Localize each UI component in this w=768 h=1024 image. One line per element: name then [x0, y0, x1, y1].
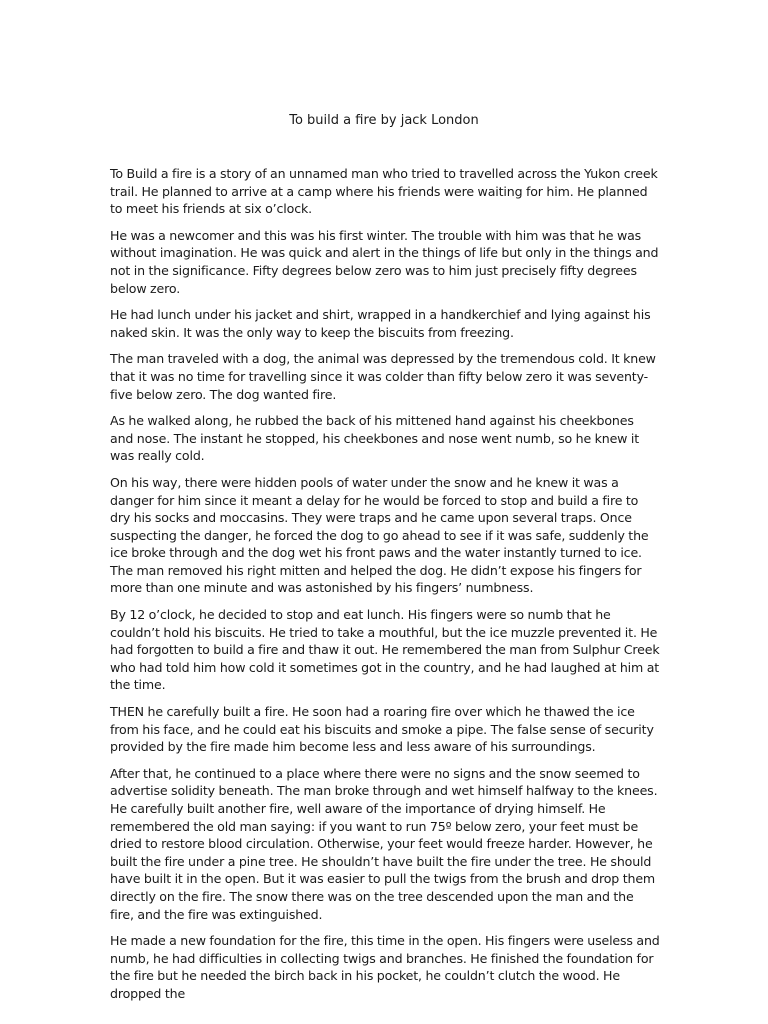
paragraph-7: By 12 o’clock, he decided to stop and eat lunch. His fingers were so numb that he couldn’t hold his biscuits. He tried to take a mouthful, but the ice muzzle prevented it. He had forgotten to build a fire and thaw it out. He remembered the man from Sulphur Creek who had told him how cold it sometimes got in the country, and he had laughed at him at the time.: [110, 607, 660, 693]
paragraph-6: On his way, there were hidden pools of water under the snow and he knew it was a danger for him since it meant a delay for he would be forced to stop and build a fire to dry his socks and moccasins. They were traps and he came upon several traps. Once suspecting the danger, he forced the dog to go ahead to see if it was safe, suddenly the ice broke through and the dog wet his front paws and the water instantly turned to ice. The man removed his right mitten and helped the dog. He didn’t expose his fingers for more than one minute and was astonished by his fingers’ numbness.: [110, 474, 649, 596]
paragraph-9: After that, he continued to a place where there were no signs and the snow seemed to advertise solidity beneath. The man broke through and wet himself halfway to the knees. He carefully built another fire, well aware of the importance of drying himself. He remembered the old man saying: if you want to run 75º below zero, your feet must be dried to restore blood circulation. Otherwise, your feet would freeze harder. However, he built the fire under a pine tree. He shouldn’t have built the fire under the tree. He should have built it in the open. But it was easier to pull the twigs from the brush and drop them directly on the fire. The snow there was on the tree descended upon the man and the fire, and the fire was extinguished.: [110, 765, 658, 922]
paragraph-2: He was a newcomer and this was his first winter. The trouble with him was that he was without imagination. He was quick and alert in the things of life but only in the things and not in the significance. Fifty degrees below zero was to him just precisely fifty degrees below zero.: [110, 227, 659, 296]
document-body: [110, 165, 660, 1012]
paragraph-1: To Build a fire is a story of an unnamed man who tried to travelled across the Yukon creek trail. He planned to arrive at a camp where his friends were waiting for him. He planned to meet his friends at six o’clock.: [110, 166, 658, 217]
paragraph-5: As he walked along, he rubbed the back of his mittened hand against his cheekbones and nose. The instant he stopped, his cheekbones and nose went numb, so he knew it was really cold.: [110, 413, 640, 464]
document-title: To build a fire by jack London: [289, 113, 479, 128]
paragraph-10: He made a new foundation for the fire, this time in the open. His fingers were useless and numb, he had difficulties in collecting twigs and branches. He finished the foundation for the fire but he needed the birch back in his pocket, he couldn’t clutch the wood. He dropped the: [110, 933, 660, 1001]
paragraph-3: He had lunch under his jacket and shirt, wrapped in a handkerchief and lying against his naked skin. It was the only way to keep the biscuits from freezing.: [110, 307, 651, 340]
paragraph-4: The man traveled with a dog, the animal was depressed by the tremendous cold. It knew that it was no time for travelling since it was colder than fifty below zero it was seventy-five below zero. The dog wanted fire.: [110, 351, 656, 402]
paragraph-8: THEN he carefully built a fire. He soon had a roaring fire over which he thawed the ice from his face, and he could eat his biscuits and smoke a pipe. The false sense of security provided by the fire made him become less and less aware of his surroundings.: [110, 704, 654, 755]
